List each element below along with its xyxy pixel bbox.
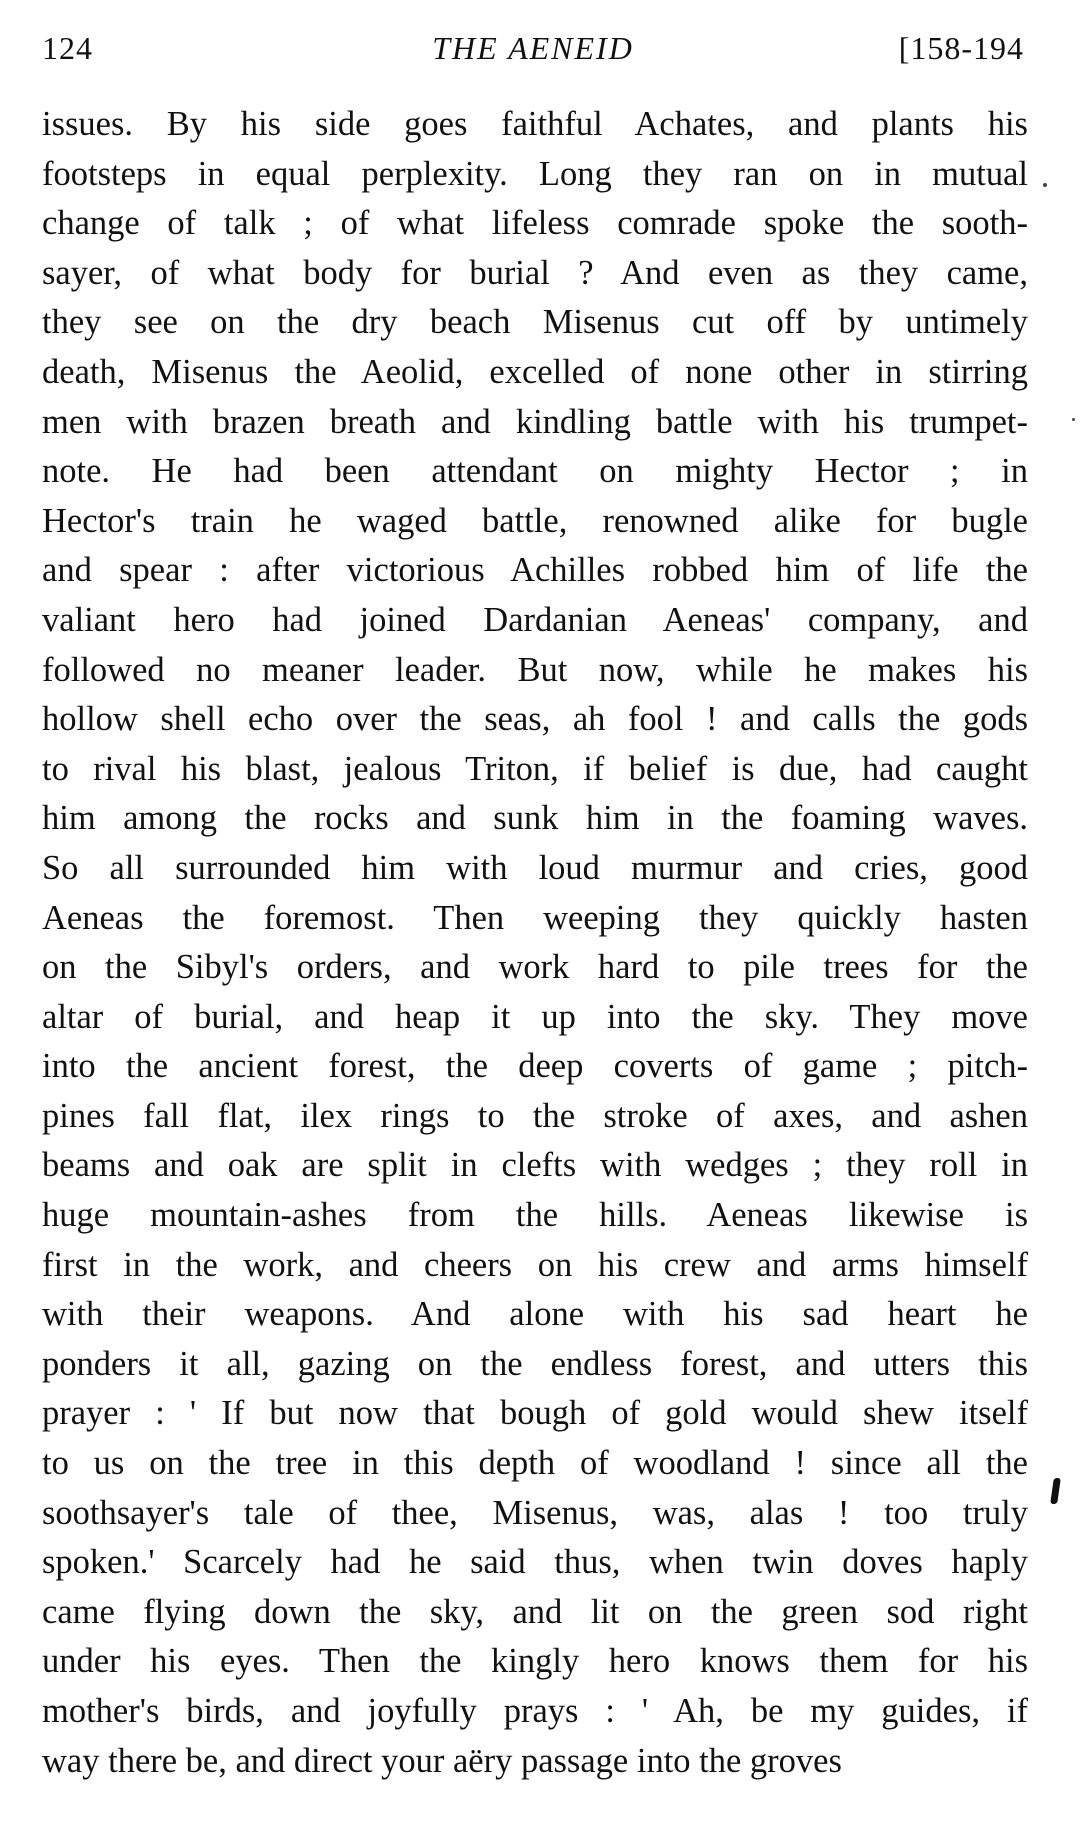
text-line: followed no meaner leader. But now, while he makes his xyxy=(42,650,1028,689)
text-line: men with brazen breath and kindling battle with his trumpet- xyxy=(42,402,1028,441)
margin-ink-mark xyxy=(1050,1478,1061,1504)
text-line: with their weapons. And alone with his sad heart he xyxy=(42,1295,1028,1334)
text-line: pines fall flat, ilex rings to the stroke of axes, and ashen xyxy=(42,1096,1028,1135)
text-line: hollow shell echo over the seas, ah fool ! and calls the gods xyxy=(42,700,1028,739)
text-line: soothsayer's tale of thee, Misenus, was, alas ! too truly xyxy=(42,1493,1028,1532)
text-line: into the ancient forest, the deep coverts of game ; pitch- xyxy=(42,1047,1028,1086)
stray-ink-dot xyxy=(1072,418,1075,421)
running-head xyxy=(42,26,1024,70)
text-line: spoken.' Scarcely had he said thus, when twin doves haply xyxy=(42,1543,1028,1582)
text-line: way there be, and direct your aëry passage into the groves xyxy=(42,1741,842,1780)
text-line: mother's birds, and joyfully prays : ' Ah, be my guides, if xyxy=(42,1692,1028,1730)
text-line: note. He had been attendant on mighty Hector ; in xyxy=(42,452,1028,491)
text-line: came flying down the sky, and lit on the green sod right xyxy=(42,1592,1028,1631)
page-number: 124 xyxy=(42,30,93,66)
text-line: Aeneas the foremost. Then weeping they quickly hasten xyxy=(42,898,1028,937)
text-line: prayer : ' If but now that bough of gold would shew itself xyxy=(42,1394,1028,1433)
text-line: footsteps in equal perplexity. Long they ran on in mutual xyxy=(42,154,1028,193)
text-line: to us on the tree in this depth of woodland ! since all the xyxy=(42,1444,1028,1483)
text-line: change of talk ; of what lifeless comrade spoke the sooth- xyxy=(42,204,1028,243)
text-line: him among the rocks and sunk him in the foaming waves. xyxy=(42,799,1028,838)
body-text xyxy=(42,100,1028,1786)
text-line: first in the work, and cheers on his crew and arms himself xyxy=(42,1245,1028,1284)
text-line: valiant hero had joined Dardanian Aeneas' company, and xyxy=(42,600,1028,639)
text-line: on the Sibyl's orders, and work hard to pile trees for the xyxy=(42,948,1028,987)
text-line: issues. By his side goes faithful Achates, and plants his xyxy=(42,105,1028,143)
text-line: altar of burial, and heap it up into the sky. They move xyxy=(42,997,1028,1036)
text-line: beams and oak are split in clefts with wedges ; they roll in xyxy=(42,1146,1028,1185)
text-line: So all surrounded him with loud murmur and cries, good xyxy=(42,848,1028,887)
text-line: to rival his blast, jealous Triton, if belief is due, had caught xyxy=(42,749,1028,788)
text-line: Hector's train he waged battle, renowned alike for bugle xyxy=(42,501,1028,540)
text-line: huge mountain-ashes from the hills. Aeneas likewise is xyxy=(42,1196,1028,1235)
text-line: sayer, of what body for burial ? And even as they came, xyxy=(42,253,1028,292)
text-line: death, Misenus the Aeolid, excelled of none other in stirring xyxy=(42,352,1028,391)
text-line: and spear : after victorious Achilles robbed him of life the xyxy=(42,551,1028,590)
stray-ink-dot xyxy=(1043,183,1047,187)
text-line: ponders it all, gazing on the endless forest, and utters this xyxy=(42,1344,1028,1383)
text-line: under his eyes. Then the kingly hero knows them for his xyxy=(42,1642,1028,1681)
book-title: THE AENEID xyxy=(432,30,634,66)
line-range: [158-194 xyxy=(898,30,1024,66)
text-line: they see on the dry beach Misenus cut off by untimely xyxy=(42,303,1028,342)
